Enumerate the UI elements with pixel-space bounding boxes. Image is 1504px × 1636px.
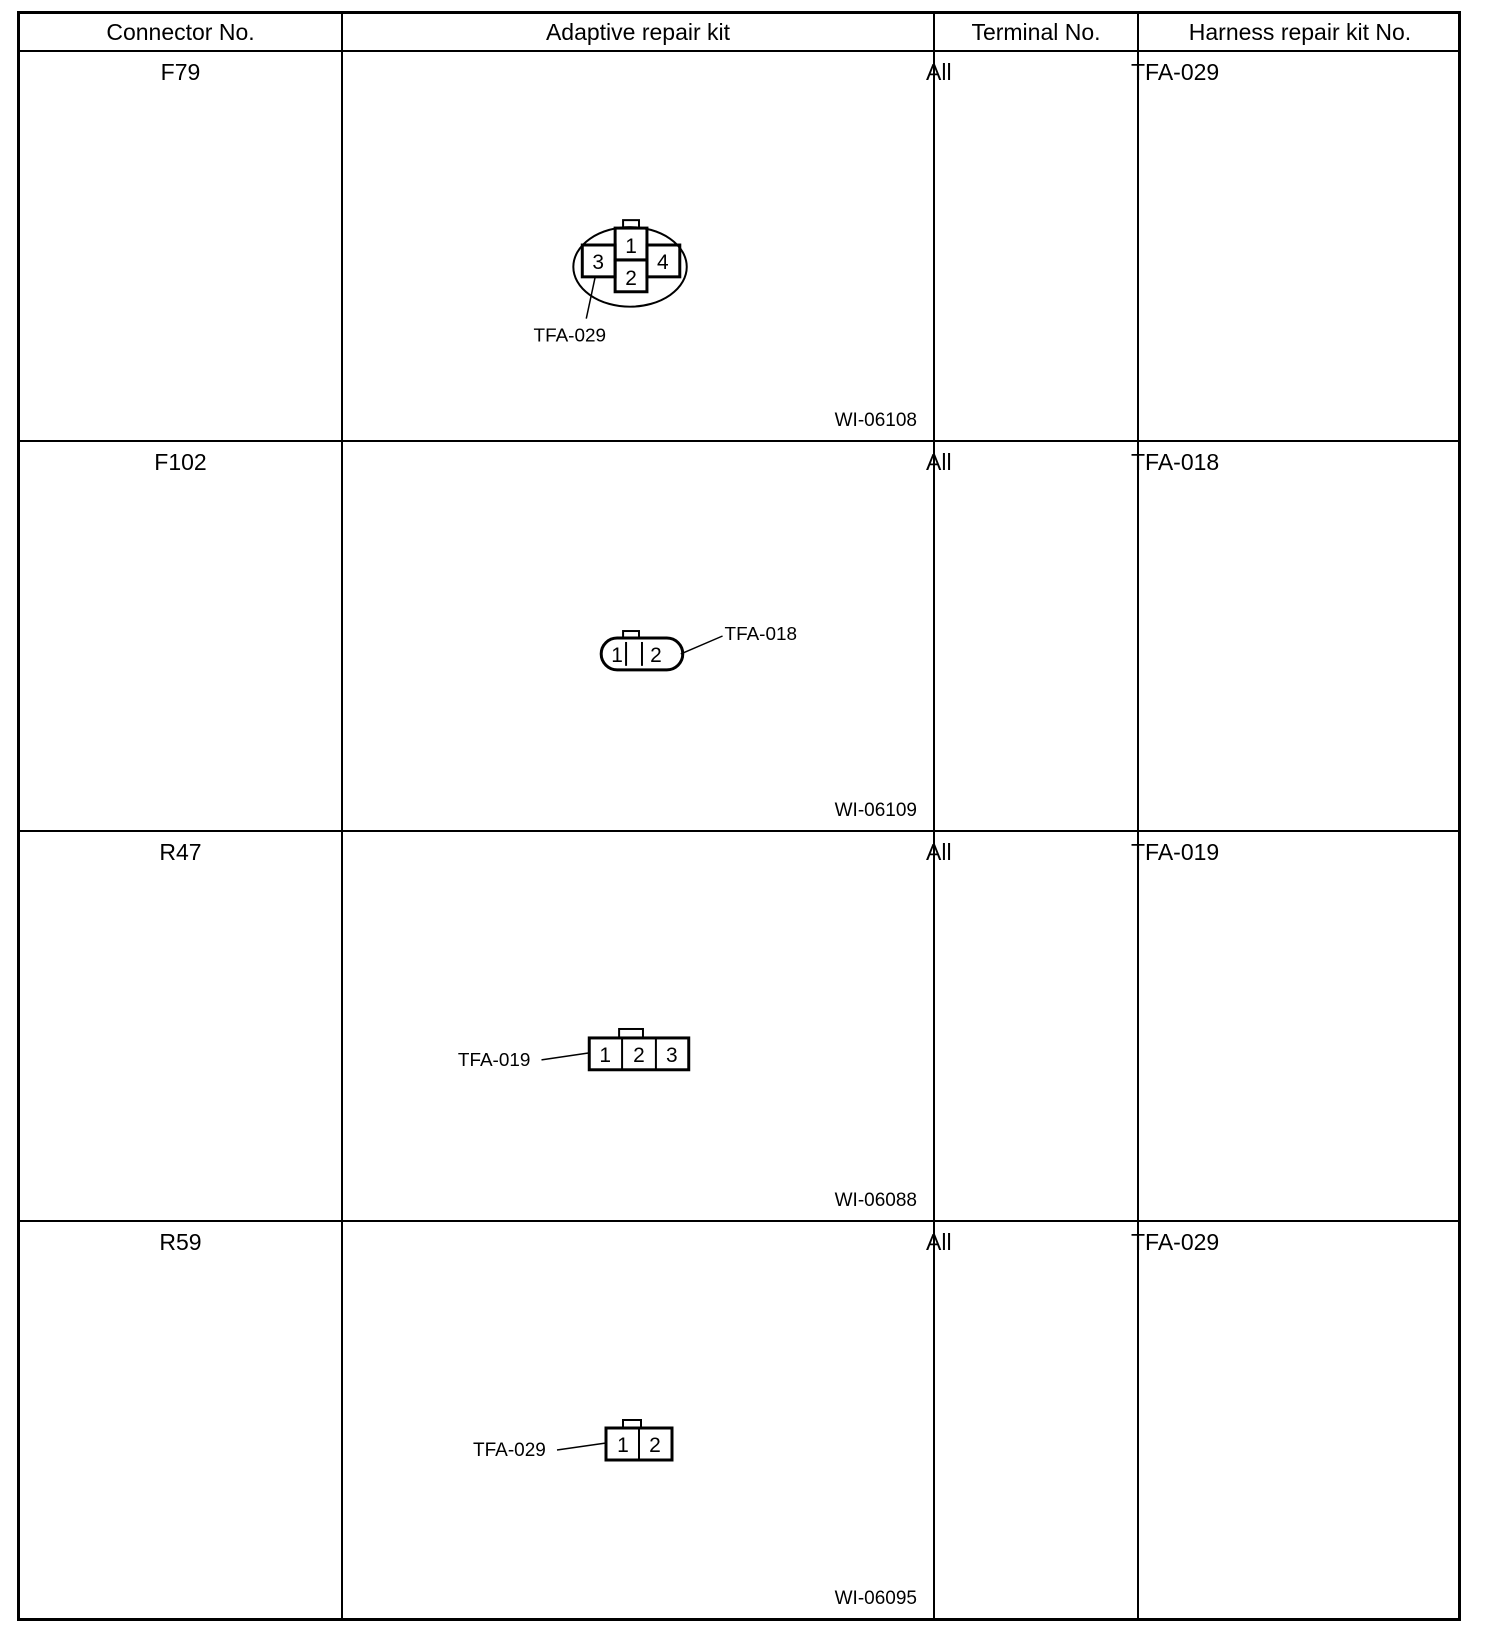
connector-number: F102 — [154, 449, 207, 475]
pin-label: 2 — [649, 1434, 661, 1457]
pin-label: 2 — [633, 1043, 645, 1067]
connector-number: F79 — [160, 59, 201, 85]
pin-label: 2 — [650, 643, 662, 667]
figure-code: WI-06109 — [834, 800, 917, 821]
harness-repair-kit-number: TFA-019 — [1131, 839, 1220, 865]
header-terminal: Terminal No. — [971, 19, 1101, 45]
terminal-number: All — [926, 839, 952, 865]
diagram-callout: TFA-018 — [724, 623, 798, 645]
figure-code: WI-06108 — [834, 410, 917, 431]
pin-label: 2 — [625, 266, 637, 290]
terminal-number: All — [926, 1229, 952, 1255]
figure-code: WI-06095 — [834, 1588, 917, 1609]
pin-label: 3 — [592, 250, 605, 274]
pin-label: 1 — [611, 643, 623, 667]
connector-diagram — [343, 1222, 933, 1618]
harness-repair-kit-number: TFA-029 — [1131, 59, 1220, 85]
harness-repair-kit-number: TFA-018 — [1131, 449, 1220, 475]
pin-label: 4 — [657, 250, 669, 274]
connector-diagram — [343, 832, 933, 1220]
table-row — [20, 1222, 1458, 1618]
pin-label: 1 — [625, 234, 637, 258]
terminal-number: All — [926, 59, 952, 85]
adaptive-repair-kit-cell — [343, 442, 933, 830]
repair-kit-table — [17, 11, 1461, 1621]
table-row — [20, 442, 1458, 832]
diagram-callout: TFA-029 — [473, 1440, 546, 1461]
adaptive-repair-kit-cell — [343, 52, 933, 440]
diagram-callout: TFA-029 — [533, 325, 606, 347]
terminal-number: All — [926, 449, 952, 475]
pin-label: 1 — [617, 1434, 629, 1457]
connector-number: R47 — [159, 839, 202, 865]
header-connector: Connector No. — [106, 19, 255, 45]
table-header — [20, 14, 1458, 52]
diagram-callout: TFA-019 — [457, 1049, 531, 1071]
pin-label: 3 — [666, 1043, 678, 1067]
figure-code: WI-06088 — [834, 1190, 917, 1211]
adaptive-repair-kit-cell — [343, 1222, 933, 1618]
header-adaptive-repair-kit: Adaptive repair kit — [545, 19, 731, 45]
harness-repair-kit-number: TFA-029 — [1131, 1229, 1220, 1255]
header-harness-kit: Harness repair kit No. — [1188, 19, 1412, 45]
table-row — [20, 52, 1458, 442]
connector-diagram — [343, 52, 933, 440]
adaptive-repair-kit-cell — [343, 832, 933, 1220]
connector-diagram — [343, 442, 933, 830]
connector-number: R59 — [159, 1229, 202, 1255]
pin-label: 1 — [599, 1043, 611, 1067]
table-row — [20, 832, 1458, 1222]
